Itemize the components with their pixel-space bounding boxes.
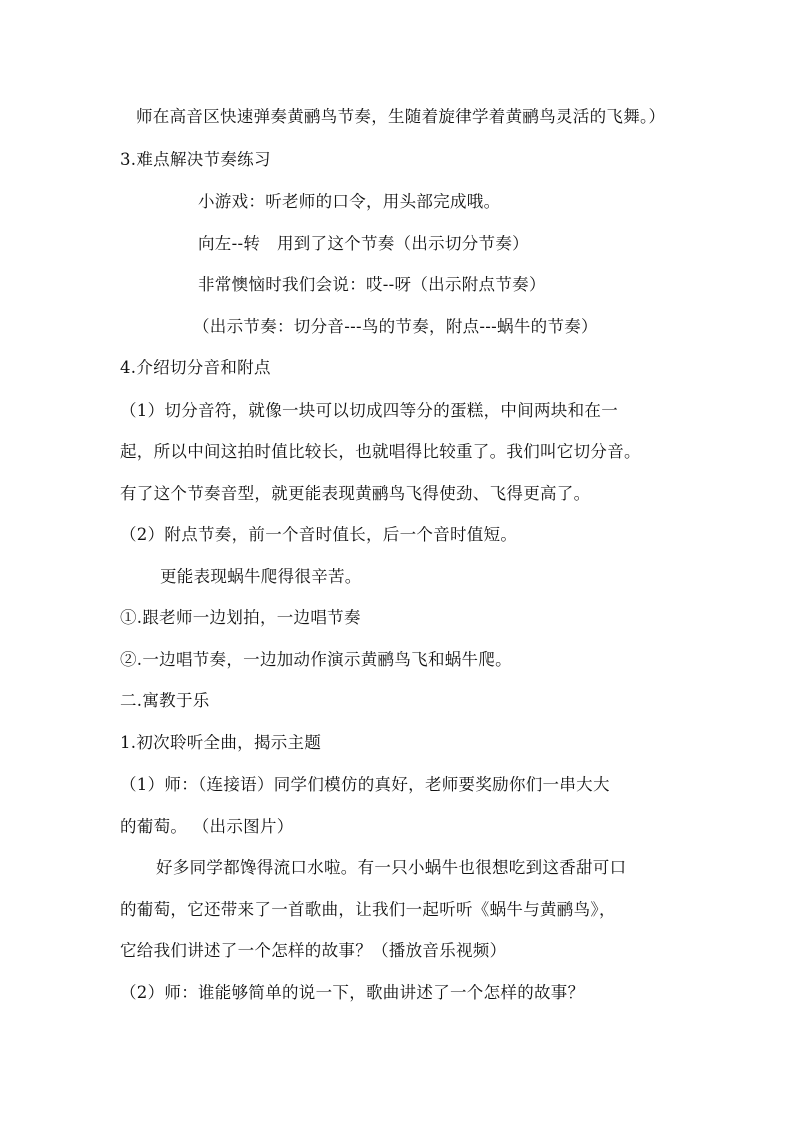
paragraph-line: 有了这个节奏音型，就更能表现黄鹂鸟飞得使劲、飞得更高了。 (120, 484, 591, 503)
paragraph-line: （2）师：谁能够简单的说一下，歌曲讲述了一个怎样的故事？ (120, 983, 585, 1002)
paragraph-line: 好多同学都馋得流口水啦。有一只小蜗牛也很想吃到这香甜可口 (156, 858, 627, 877)
paragraph-line: 向左--转 用到了这个节奏（出示切分节奏） (198, 234, 529, 253)
paragraph-line: 非常懊恼时我们会说：哎--呀（出示附点节奏） (198, 275, 546, 294)
paragraph-line: 更能表现蜗牛爬得很辛苦。 (160, 567, 362, 586)
paragraph-line: （1）师：（连接语）同学们模仿的真好，老师要奖励你们一串大大 (120, 775, 610, 794)
section-heading: 3.难点解决节奏练习 (120, 150, 271, 169)
paragraph-line: 的葡萄。 （出示图片） (120, 817, 294, 836)
paragraph-line: 起，所以中间这拍时值比较长，也就唱得比较重了。我们叫它切分音。 (120, 442, 641, 461)
paragraph-line: （出示节奏：切分音---鸟的节奏，附点---蜗牛的节奏） (193, 317, 598, 336)
paragraph-line: 它给我们讲述了一个怎样的故事？（播放音乐视频） (120, 941, 507, 960)
list-item: ②.一边唱节奏，一边加动作演示黄鹂鸟飞和蜗牛爬。 (120, 650, 512, 669)
paragraph-line: 师在高音区快速弹奏黄鹂鸟节奏，生随着旋律学着黄鹂鸟灵活的飞舞。） (136, 107, 666, 126)
paragraph-line: 的葡萄，它还带来了一首歌曲，让我们一起听听《蜗牛与黄鹂鸟》， (120, 900, 616, 919)
section-heading: 二.寓教于乐 (120, 691, 210, 710)
section-heading: 4.介绍切分音和附点 (120, 358, 271, 377)
paragraph-line: （2）附点节奏，前一个音时值长，后一个音时值短。 (120, 525, 518, 544)
paragraph-line: （1）切分音符，就像一块可以切成四等分的蛋糕，中间两块和在一 (120, 401, 618, 420)
list-item: ①.跟老师一边划拍，一边唱节奏 (120, 608, 361, 627)
section-heading: 1.初次聆听全曲，揭示主题 (120, 733, 322, 752)
paragraph-line: 小游戏：听老师的口令，用头部完成哦。 (198, 192, 501, 211)
